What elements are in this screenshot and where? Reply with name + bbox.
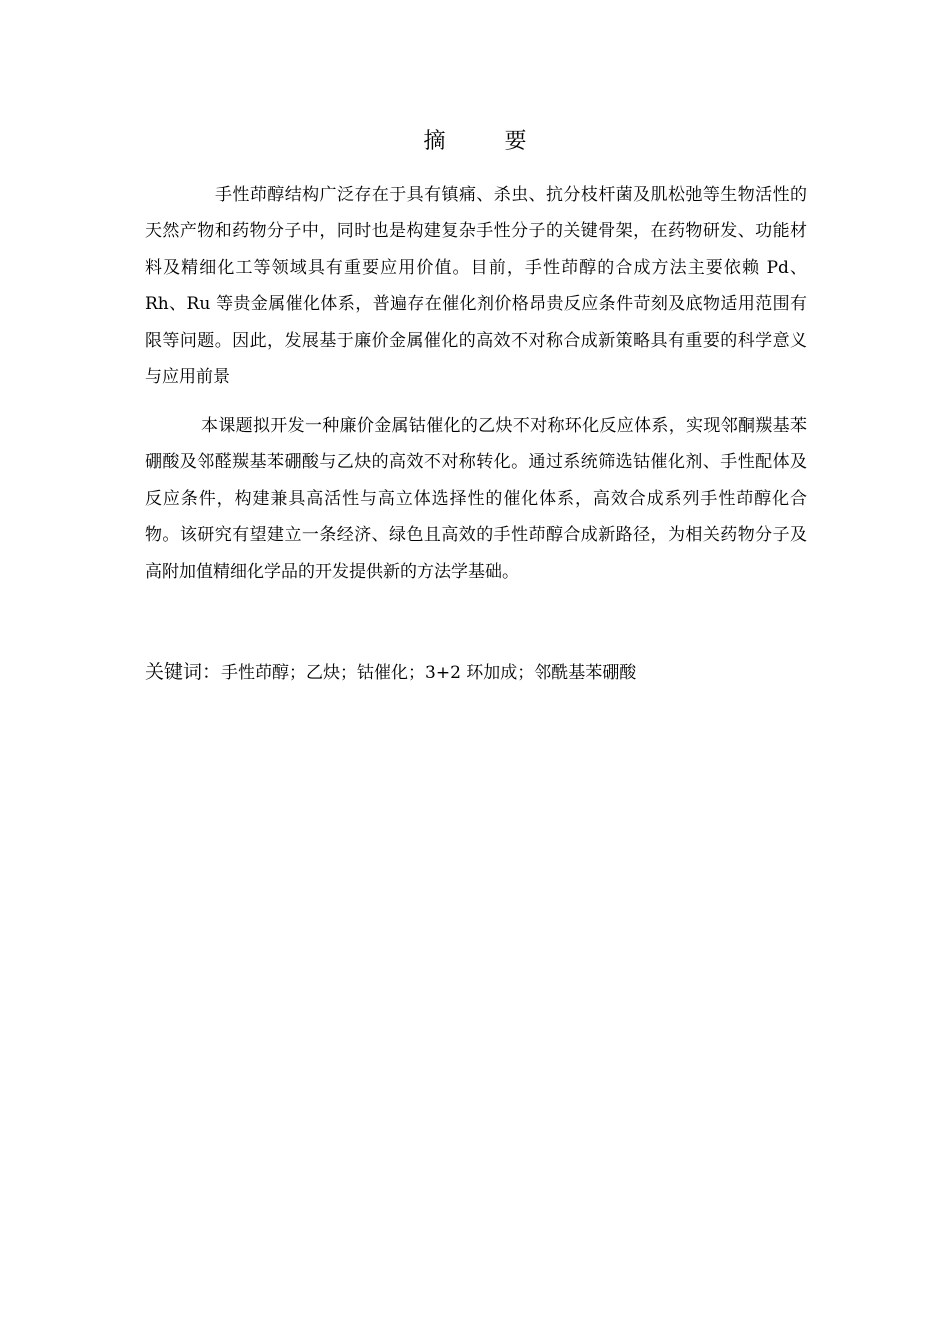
abstract-title: 摘 要 xyxy=(423,129,553,154)
keywords-label: 关键词： xyxy=(145,661,222,683)
keywords-line xyxy=(145,656,807,689)
keywords-text: 手性茚醇；乙炔；钴催化；3+2 环加成；邻酰基苯硼酸 xyxy=(221,663,637,683)
abstract-paragraph-2: 本课题拟开发一种廉价金属钴催化的乙炔不对称环化反应体系，实现邻酮羰基苯硼酸及邻醛羰基苯硼酸与乙炔的高效不对称转化。通过系统筛选钴催化剂、手性配体及反应条件，构建兼具高活性与高立体选择性的催化体系，高效合成系列手性茚醇化合物。该研究有望建立一条经济、绿色且高效的手性茚醇合成新路径，为相关药物分子及高附加值精细化学品的开发提供新的方法学基础。 xyxy=(145,416,807,582)
abstract-paragraph-1: 手性茚醇结构广泛存在于具有镇痛、杀虫、抗分枝杆菌及肌松弛等生物活性的天然产物和药物分子中，同时也是构建复杂手性分子的关键骨架，在药物研发、功能材料及精细化工等领域具有重要应用价值。目前，手性茚醇的合成方法主要依赖 Pd、Rh、Ru 等贵金属催化体系，普遍存在催化剂价格昂贵反应条件苛刻及底物适用范围有限等问题。因此，发展基于廉价金属催化的高效不对称合成新策略具有重要的科学意义与应用前景 xyxy=(145,185,807,388)
